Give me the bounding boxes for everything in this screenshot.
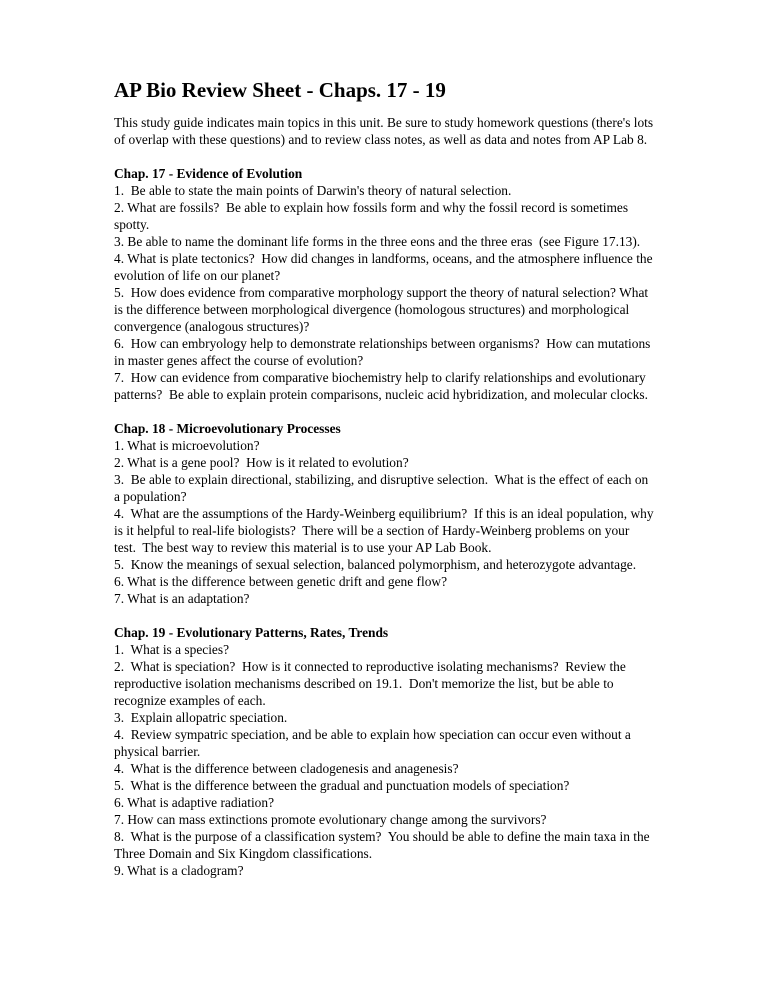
section-chap-19 bbox=[114, 624, 654, 879]
review-item: 2. What is speciation? How is it connected to reproductive isolating mechanisms? Review the reproductive isolation mechanisms described on 19.1. Don't memorize the list, but be able to recognize examples of each. bbox=[114, 659, 630, 708]
review-item: 5. What is the difference between the gradual and punctuation models of speciation? bbox=[114, 778, 570, 793]
review-item: 2. What are fossils? Be able to explain how fossils form and why the fossil record is sometimes spotty. bbox=[114, 200, 632, 232]
section-chap-18 bbox=[114, 420, 657, 607]
review-item: 4. What is the difference between cladogenesis and anagenesis? bbox=[114, 761, 459, 776]
review-item: 3. Be able to name the dominant life forms in the three eons and the three eras (see Figure 17.13). bbox=[114, 234, 641, 249]
document-title: AP Bio Review Sheet - Chaps. 17 - 19 bbox=[114, 78, 446, 102]
section-heading: Chap. 19 - Evolutionary Patterns, Rates, Trends bbox=[114, 625, 389, 640]
review-item: 5. How does evidence from comparative morphology support the theory of natural selection? What is the difference between morphological divergence (homologous structures) and morphological convergence (analogous structures)? bbox=[114, 285, 652, 334]
review-item: 6. What is adaptive radiation? bbox=[114, 795, 275, 810]
review-item: 4. What are the assumptions of the Hardy-Weinberg equilibrium? If this is an ideal population, why is it helpful to real-life biologists? There will be a section of Hardy-Weinberg problems on your test. The best way to review this material is to use your AP Lab Book. bbox=[114, 506, 657, 555]
review-item: 6. How can embryology help to demonstrate relationships between organisms? How can mutations in master genes affect the course of evolution? bbox=[114, 336, 654, 368]
review-item: 5. Know the meanings of sexual selection, balanced polymorphism, and heterozygote advantage. bbox=[114, 557, 637, 572]
review-item: 1. Be able to state the main points of Darwin's theory of natural selection. bbox=[114, 183, 512, 198]
review-item: 1. What is a species? bbox=[114, 642, 230, 657]
review-item: 9. What is a cladogram? bbox=[114, 863, 244, 878]
review-item: 1. What is microevolution? bbox=[114, 438, 260, 453]
review-item: 8. What is the purpose of a classification system? You should be able to define the main taxa in the Three Domain and Six Kingdom classifications. bbox=[114, 829, 653, 861]
review-item: 3. Explain allopatric speciation. bbox=[114, 710, 288, 725]
intro-paragraph: This study guide indicates main topics in this unit. Be sure to study homework questions (there's lots of overlap with these questions) and to review class notes, as well as data and notes from AP Lab 8. bbox=[114, 115, 654, 147]
document-page bbox=[114, 78, 657, 896]
review-item: 4. Review sympatric speciation, and be able to explain how speciation can occur even without a physical barrier. bbox=[114, 727, 635, 759]
review-item: 6. What is the difference between genetic drift and gene flow? bbox=[114, 574, 448, 589]
review-item: 3. Be able to explain directional, stabilizing, and disruptive selection. What is the effect of each on a population? bbox=[114, 472, 652, 504]
review-item: 2. What is a gene pool? How is it related to evolution? bbox=[114, 455, 409, 470]
review-item: 4. What is plate tectonics? How did changes in landforms, oceans, and the atmosphere influence the evolution of life on our planet? bbox=[114, 251, 656, 283]
section-heading: Chap. 17 - Evidence of Evolution bbox=[114, 166, 303, 181]
section-heading: Chap. 18 - Microevolutionary Processes bbox=[114, 421, 341, 436]
review-item: 7. How can evidence from comparative biochemistry help to clarify relationships and evolutionary patterns? Be able to explain protein comparisons, nucleic acid hybridization, and molecular clocks. bbox=[114, 370, 650, 402]
review-item: 7. How can mass extinctions promote evolutionary change among the survivors? bbox=[114, 812, 547, 827]
review-item: 7. What is an adaptation? bbox=[114, 591, 250, 606]
section-chap-17 bbox=[114, 165, 654, 403]
